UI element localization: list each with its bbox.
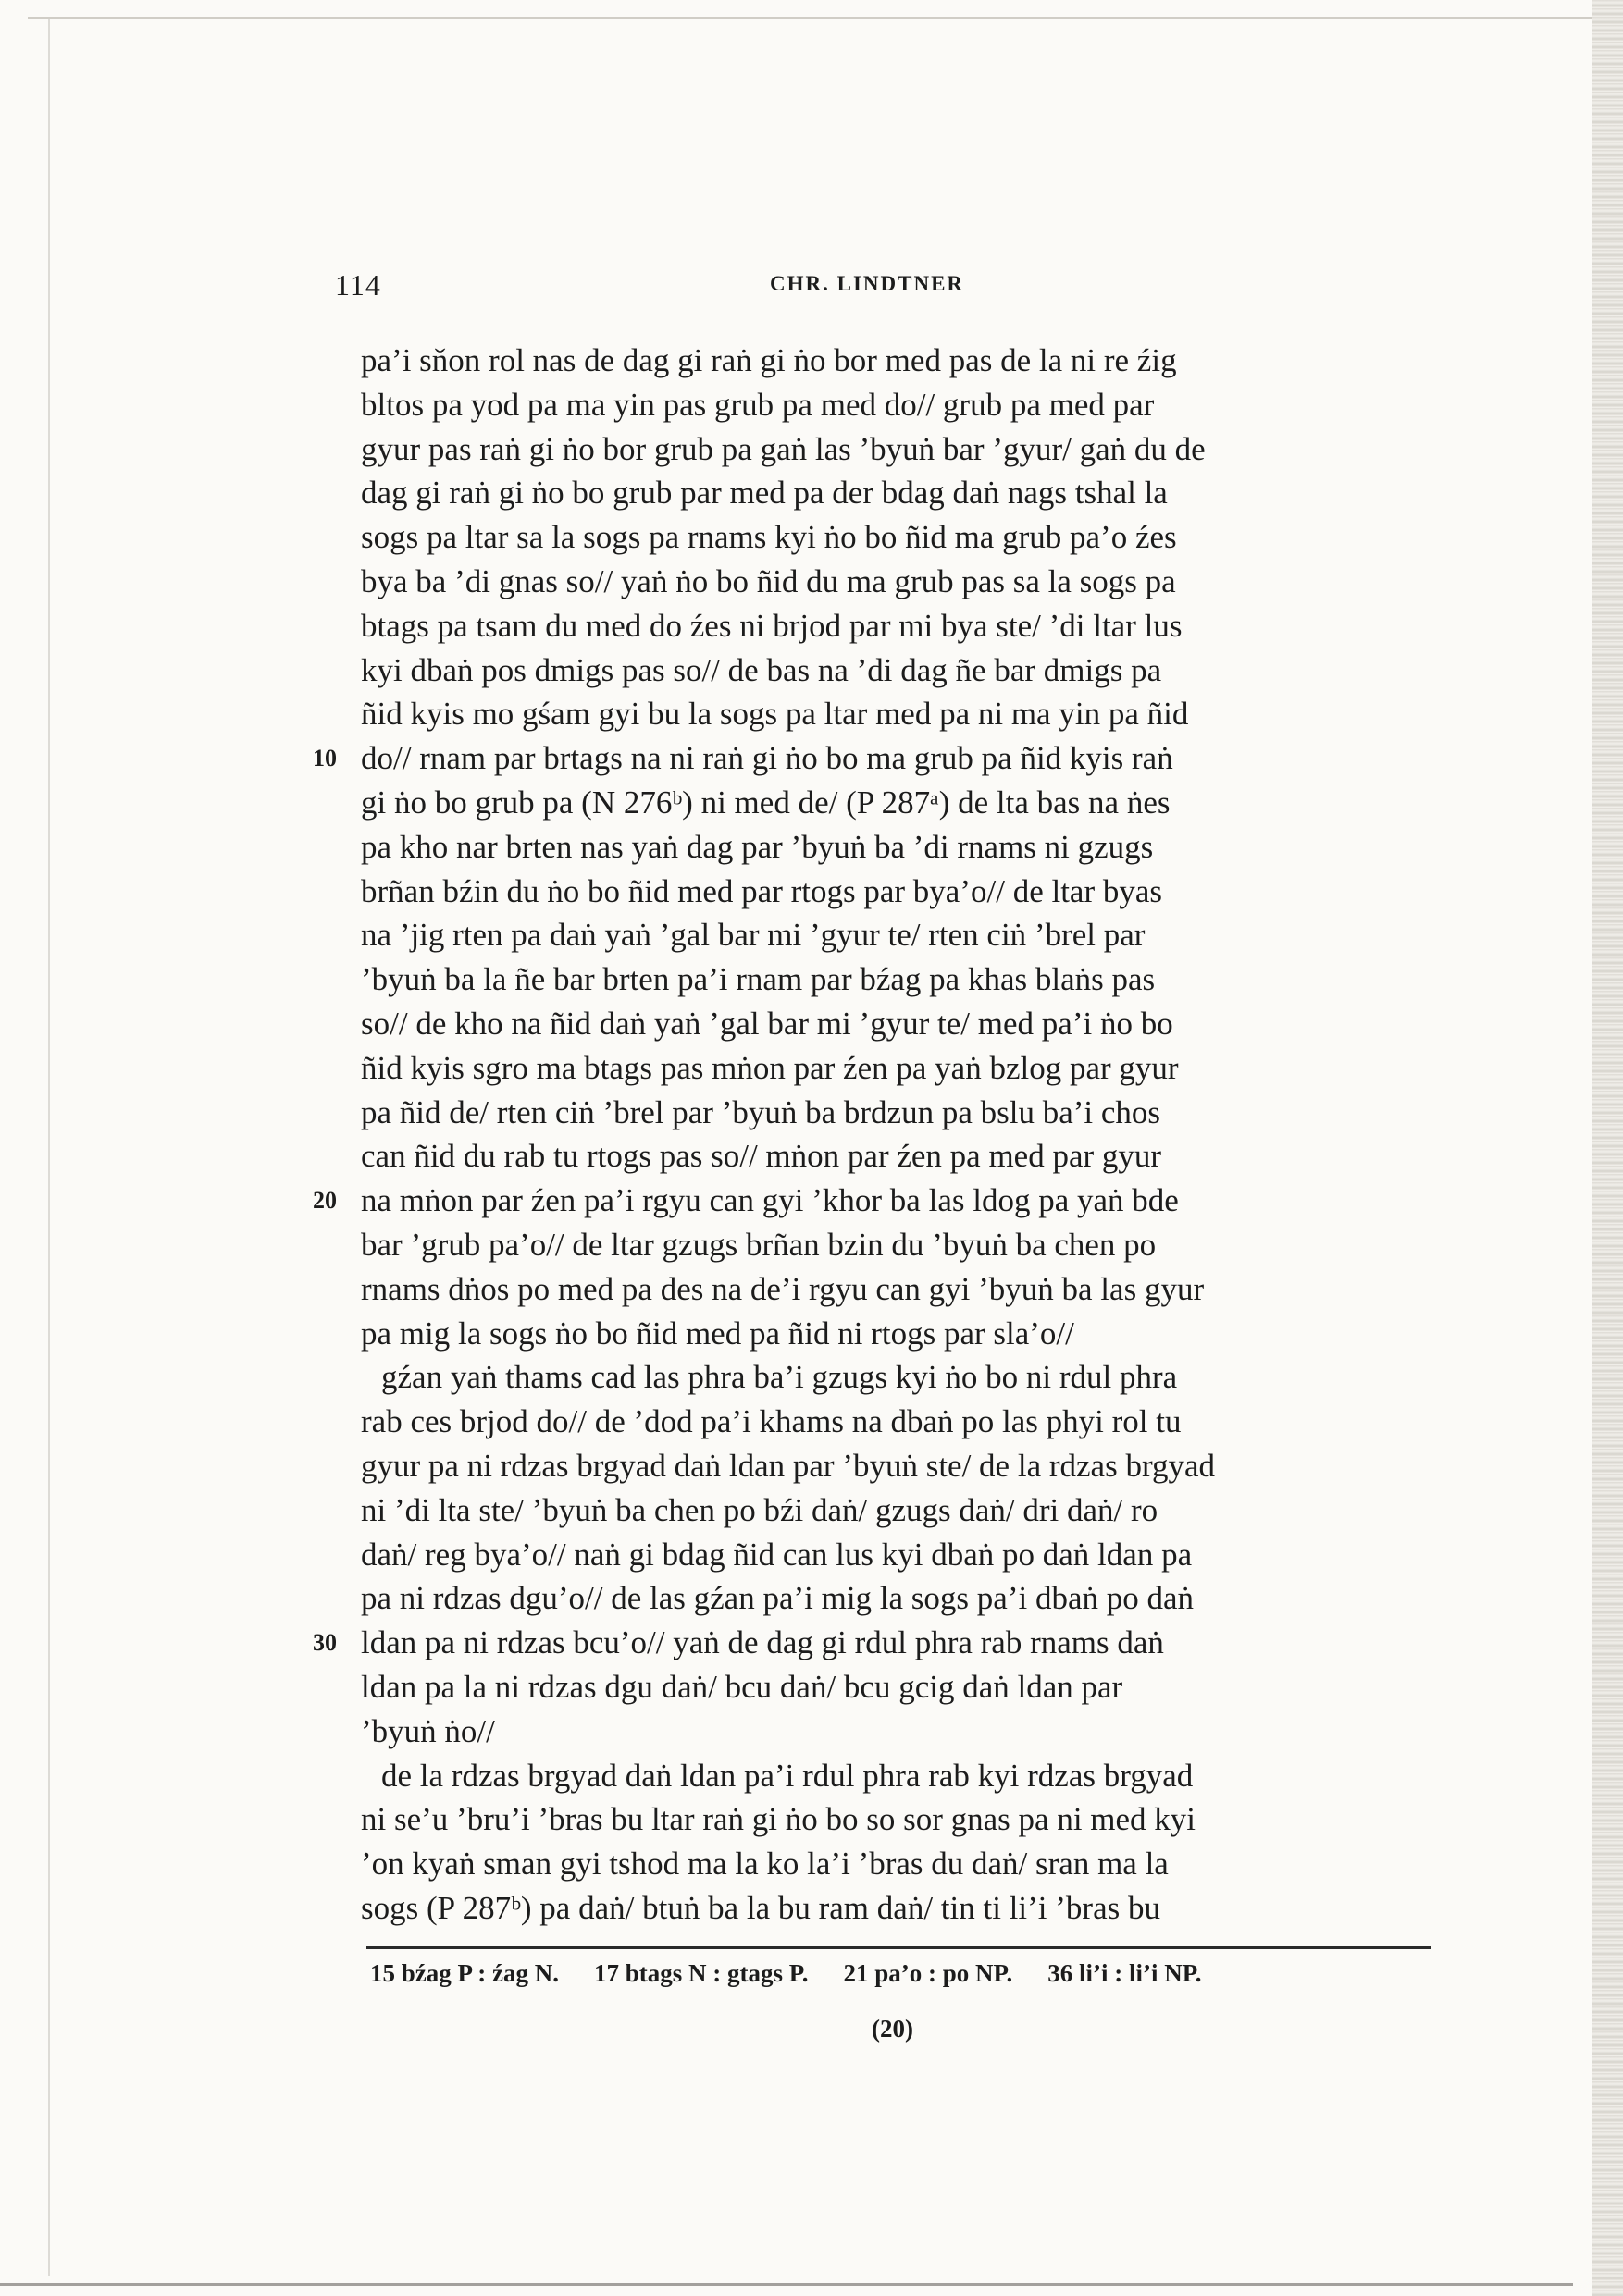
- scan-left-edge: [48, 19, 50, 2276]
- text-line: [361, 692, 1434, 736]
- line-number: 10: [313, 745, 337, 772]
- line-text: kyi dbaṅ pos dmigs pas so// de bas na ’di dag ñe bar dmigs pa: [361, 651, 1162, 688]
- text-line: [361, 1400, 1434, 1444]
- line-text: gi ṅo bo grub pa (N 276ᵇ) ni med de/ (P 287ᵃ) de lta bas na ṅes: [361, 784, 1171, 821]
- text-line: [361, 1355, 1434, 1400]
- text-line: [361, 1002, 1434, 1046]
- text-line: [361, 1134, 1434, 1179]
- line-number: 20: [313, 1187, 337, 1215]
- text-line: [361, 1710, 1434, 1754]
- text-line: [361, 1576, 1434, 1621]
- text-line: [361, 1842, 1434, 1886]
- text-line: [361, 383, 1434, 427]
- sheet-signature: (20): [872, 2015, 913, 2043]
- line-text: ’byuṅ ṅo//: [361, 1712, 495, 1749]
- text-line: [361, 648, 1434, 693]
- text-line: [361, 1267, 1434, 1312]
- text-line: [361, 870, 1434, 914]
- scan-top-edge: [28, 17, 1592, 19]
- line-text: daṅ/ reg bya’o// naṅ gi bdag ñid can lus kyi dbaṅ po daṅ ldan pa: [361, 1536, 1193, 1573]
- line-text: bya ba ’di gnas so// yaṅ ṅo bo ñid du ma grub pas sa la sogs pa: [361, 562, 1176, 599]
- line-text: pa mig la sogs ṅo bo ñid med pa ñid ni rtogs par sla’o//: [361, 1315, 1074, 1352]
- text-line: [361, 1091, 1434, 1135]
- text-line: [361, 1797, 1434, 1842]
- line-text: so// de kho na ñid daṅ yaṅ ’gal bar mi ’gyur te/ med pa’i ṅo bo: [361, 1005, 1173, 1042]
- line-text: ldan pa ni rdzas bcu’o// yaṅ de dag gi rdul phra rab rnams daṅ: [361, 1624, 1164, 1661]
- running-head: CHR. LINDTNER: [770, 272, 965, 295]
- text-line: [313, 1179, 1434, 1223]
- line-text: na mṅon par źen pa’i rgyu can gyi ’khor ba las ldog pa yaṅ bde: [361, 1182, 1179, 1219]
- text-line: [361, 1312, 1434, 1356]
- text-line: [361, 604, 1434, 648]
- text-line: [361, 339, 1434, 383]
- line-text: btags pa tsam du med do źes ni brjod par mi bya ste/ ’di ltar lus: [361, 607, 1183, 644]
- line-text: gyur pa ni rdzas brgyad daṅ ldan par ’byuṅ ste/ de la rdzas brgyad: [361, 1447, 1216, 1484]
- line-text: na ’jig rten pa daṅ yaṅ ’gal bar mi ’gyur te/ rten ciṅ ’brel par: [361, 917, 1146, 954]
- line-text: pa’i sňon rol nas de dag gi raṅ gi ṅo bor med pas de la ni re źig: [361, 342, 1177, 378]
- line-text: sogs (P 287ᵇ) pa daṅ/ btuṅ ba la bu ram daṅ/ tin ti li’i ’bras bu: [361, 1889, 1160, 1926]
- page-number: 114: [335, 268, 381, 302]
- line-text: ni se’u ’bru’i ’bras bu ltar raṅ gi ṅo bo so sor gnas pa ni med kyi: [361, 1801, 1196, 1838]
- text-line: [361, 560, 1434, 604]
- text-line: [361, 957, 1434, 1002]
- line-text: ’byuṅ ba la ñe bar brten pa’i rnam par bźag pa khas blaṅs pas: [361, 961, 1156, 998]
- line-text: rab ces brjod do// de ’dod pa’i khams na dbaṅ po las phyi rol tu: [361, 1403, 1182, 1440]
- line-text: do// rnam par brtags na ni raṅ gi ṅo bo ma grub pa ñid kyis raṅ: [361, 740, 1173, 777]
- text-line: [361, 1223, 1434, 1267]
- body-text: [313, 339, 1434, 1931]
- line-text: ’on kyaṅ sman gyi tshod ma la ko la’i ’bras du daṅ/ sran ma la: [361, 1845, 1169, 1882]
- line-text: ñid kyis sgro ma btags pas mṅon par źen pa yaṅ bzlog par gyur: [361, 1049, 1179, 1086]
- scan-bottom-edge: [0, 2283, 1573, 2286]
- text-line: [361, 1444, 1434, 1488]
- line-text: bltos pa yod pa ma yin pas grub pa med do// grub pa med par: [361, 386, 1155, 423]
- text-line: [361, 515, 1434, 560]
- scan-right-edge: [1592, 0, 1623, 2296]
- line-text: gźan yaṅ thams cad las phra ba’i gzugs kyi ṅo bo ni rdul phra: [381, 1359, 1178, 1396]
- text-line: [361, 1533, 1434, 1577]
- line-text: pa ñid de/ rten ciṅ ’brel par ’byuṅ ba brdzun pa bslu ba’i chos: [361, 1093, 1161, 1130]
- text-line: [361, 781, 1434, 825]
- text-line: [361, 427, 1434, 472]
- line-text: bar ’grub pa’o// de ltar gzugs brñan bzin du ’byuṅ ba chen po: [361, 1226, 1157, 1263]
- text-line: [361, 1886, 1434, 1931]
- footnote-item: 17 btags N : gtags P.: [593, 1959, 809, 1987]
- line-text: gyur pas raṅ gi ṅo bor grub pa gaṅ las ’byuṅ bar ’gyur/ gaṅ du de: [361, 430, 1206, 467]
- line-text: sogs pa ltar sa la sogs pa rnams kyi ṅo bo ñid ma grub pa’o źes: [361, 519, 1177, 556]
- text-line: [361, 913, 1434, 957]
- line-text: ldan pa la ni rdzas dgu daṅ/ bcu daṅ/ bcu gcig daṅ ldan par: [361, 1668, 1123, 1705]
- text-line: [361, 1754, 1434, 1798]
- line-text: ñid kyis mo gśam gyi bu la sogs pa ltar med pa ni ma yin pa ñid: [361, 696, 1189, 733]
- text-line: [361, 471, 1434, 515]
- line-text: brñan bźin du ṅo bo ñid med par rtogs par bya’o// de ltar byas: [361, 872, 1163, 909]
- footnote-item: 21 pa’o : po NP.: [843, 1959, 1013, 1987]
- line-text: can ñid du rab tu rtogs pas so// mṅon par źen pa med par gyur: [361, 1138, 1162, 1175]
- line-text: rnams dṅos po med pa des na de’i rgyu can gyi ’byuṅ ba las gyur: [361, 1270, 1205, 1307]
- line-text: de la rdzas brgyad daṅ ldan pa’i rdul phra rab kyi rdzas brgyad: [381, 1757, 1194, 1794]
- footnotes: [370, 1959, 1434, 1988]
- text-line: [361, 825, 1434, 870]
- text-line: [361, 1046, 1434, 1091]
- text-line: [361, 1488, 1434, 1533]
- text-line: [313, 1621, 1434, 1665]
- text-line: [361, 1665, 1434, 1710]
- footnote-item: 36 li’i : li’i NP.: [1047, 1959, 1202, 1987]
- text-line: [313, 736, 1434, 781]
- footnote-rule: [366, 1946, 1431, 1949]
- line-text: dag gi raṅ gi ṅo bo grub par med pa der bdag daṅ nags tshal la: [361, 475, 1168, 512]
- line-text: ni ’di lta ste/ ’byuṅ ba chen po bźi daṅ/ gzugs daṅ/ dri daṅ/ ro: [361, 1491, 1158, 1528]
- line-text: pa kho nar brten nas yaṅ dag par ’byuṅ ba ’di rnams ni gzugs: [361, 828, 1154, 865]
- line-number: 30: [313, 1629, 337, 1657]
- footnote-item: 15 bźag P : źag N.: [370, 1959, 559, 1987]
- line-text: pa ni rdzas dgu’o// de las gźan pa’i mig la sogs pa’i dbaṅ po daṅ: [361, 1580, 1195, 1617]
